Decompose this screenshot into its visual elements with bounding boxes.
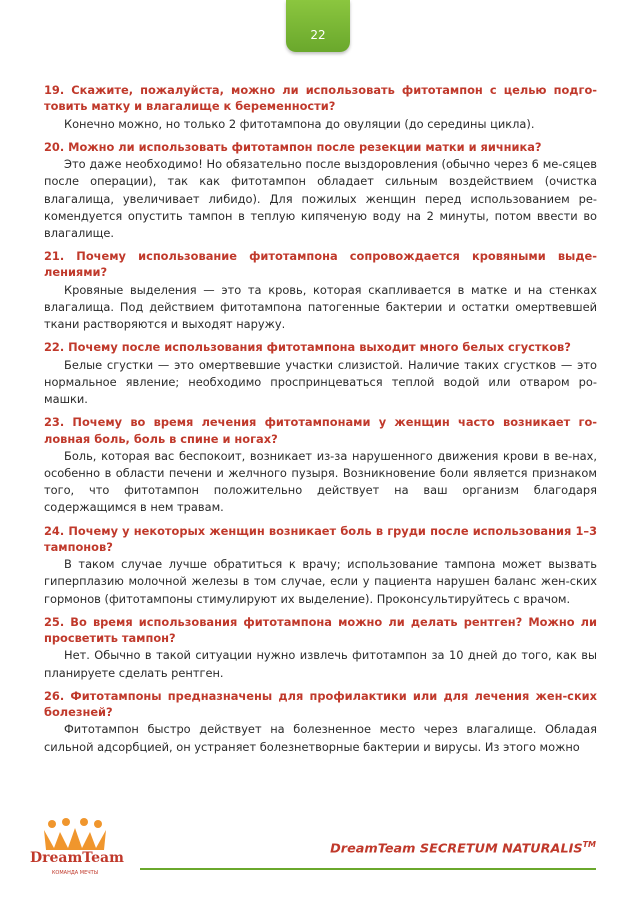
qa-item: [44, 248, 597, 333]
crown-icon: [30, 818, 120, 852]
question: 20. Можно ли использовать фитотампон после резекции матки и яичника?: [44, 139, 542, 154]
question: 25. Во время использования фитотампона можно ли делать рентген? Можно ли просветить тампон?: [44, 614, 597, 646]
qa-item: [44, 414, 597, 516]
logo-text: DreamTeam: [30, 850, 124, 866]
footer-brand: [330, 840, 596, 856]
qa-item: [44, 139, 597, 242]
answer: Фитотампон быстро действует на болезненное место через влагалище. Обладая сильной адсорбцией, он устраняет болезнетворные бактерии и вирусы. Из этого можно: [44, 722, 597, 754]
question: 21. Почему использование фитотампона сопровождается кровяными выде-лениями?: [44, 249, 597, 280]
footer-brand-text: DreamTeam SECRETUM NATURALIS: [330, 841, 583, 857]
qa-item: [44, 82, 597, 133]
footer-divider: [140, 868, 596, 870]
answer: Это даже необходимо! Но обязательно после выздоровления (обычно через 6 ме-сяцев после операции), так как фитотампон обладает сильным воздействием (очистка влагалища, увеличивает либидо). Для пожилых женщин перед использованием ре-комендуется опустить тампон в теплую кипяченую воду на 2 минуты, потом ввести во влагалище.: [44, 157, 597, 240]
question: 26. Фитотампоны предназначены для профилактики или для лечения жен-ских болезней?: [44, 688, 597, 720]
dreamteam-logo: [30, 818, 124, 888]
question: 23. Почему во время лечения фитотампонами у женщин часто возникает го-ловная боль, боль в спине и ногах?: [44, 415, 597, 446]
question: 22. Почему после использования фитотампона выходит много белых сгустков?: [44, 340, 571, 355]
qa-content: [44, 82, 597, 762]
answer: Белые сгустки — это омертвевшие участки слизистой. Наличие таких сгустков — это нормальное явление; необходимо проспринцеваться теплой водой или отваром ро-машки.: [44, 357, 597, 407]
answer: Конечно можно, но только 2 фитотампона до овуляции (до середины цикла).: [64, 116, 535, 131]
trademark: TM: [582, 840, 596, 849]
page-number: 22: [310, 28, 326, 42]
page-number-tab: [286, 0, 350, 52]
qa-item: [44, 523, 597, 608]
answer: В таком случае лучше обратиться к врачу; использование тампона может вызвать гиперплазию молочной железы в том случае, если у пациента нарушен баланс жен-ских гормонов (фитотампоны стимулируют их выделение). Проконсультируйтесь с врачом.: [44, 557, 597, 606]
question: 19. Скажите, пожалуйста, можно ли использовать фитотампон с целью подго-товить матку и влагалище к беременности?: [44, 83, 597, 114]
qa-item: [44, 688, 597, 756]
question: 24. Почему у некоторых женщин возникает боль в груди после использования 1–3 тампонов?: [44, 523, 597, 554]
qa-item: [44, 614, 597, 682]
qa-item: [44, 339, 597, 408]
logo-subtext: КОМАНДА МЕЧТЫ: [51, 870, 99, 876]
answer: Кровяные выделения — это та кровь, которая скапливается в матке и на стенках влагалища. Под действием фитотампона патогенные бактерии и остатки омертвевшей ткани растворяются и выходят наружу.: [44, 282, 597, 332]
answer: Боль, которая вас беспокоит, возникает из-за нарушенного движения крови в ве-нах, особенно в области печени и желчного пузыря. Возникновение боли является признаком того, что фитотампон положительно действует на ваш организм благодаря содержащимся в нем травам.: [44, 448, 597, 515]
answer: Нет. Обычно в такой ситуации нужно извлечь фитотампон за 10 дней до того, как вы планируете сделать рентген.: [44, 648, 597, 680]
